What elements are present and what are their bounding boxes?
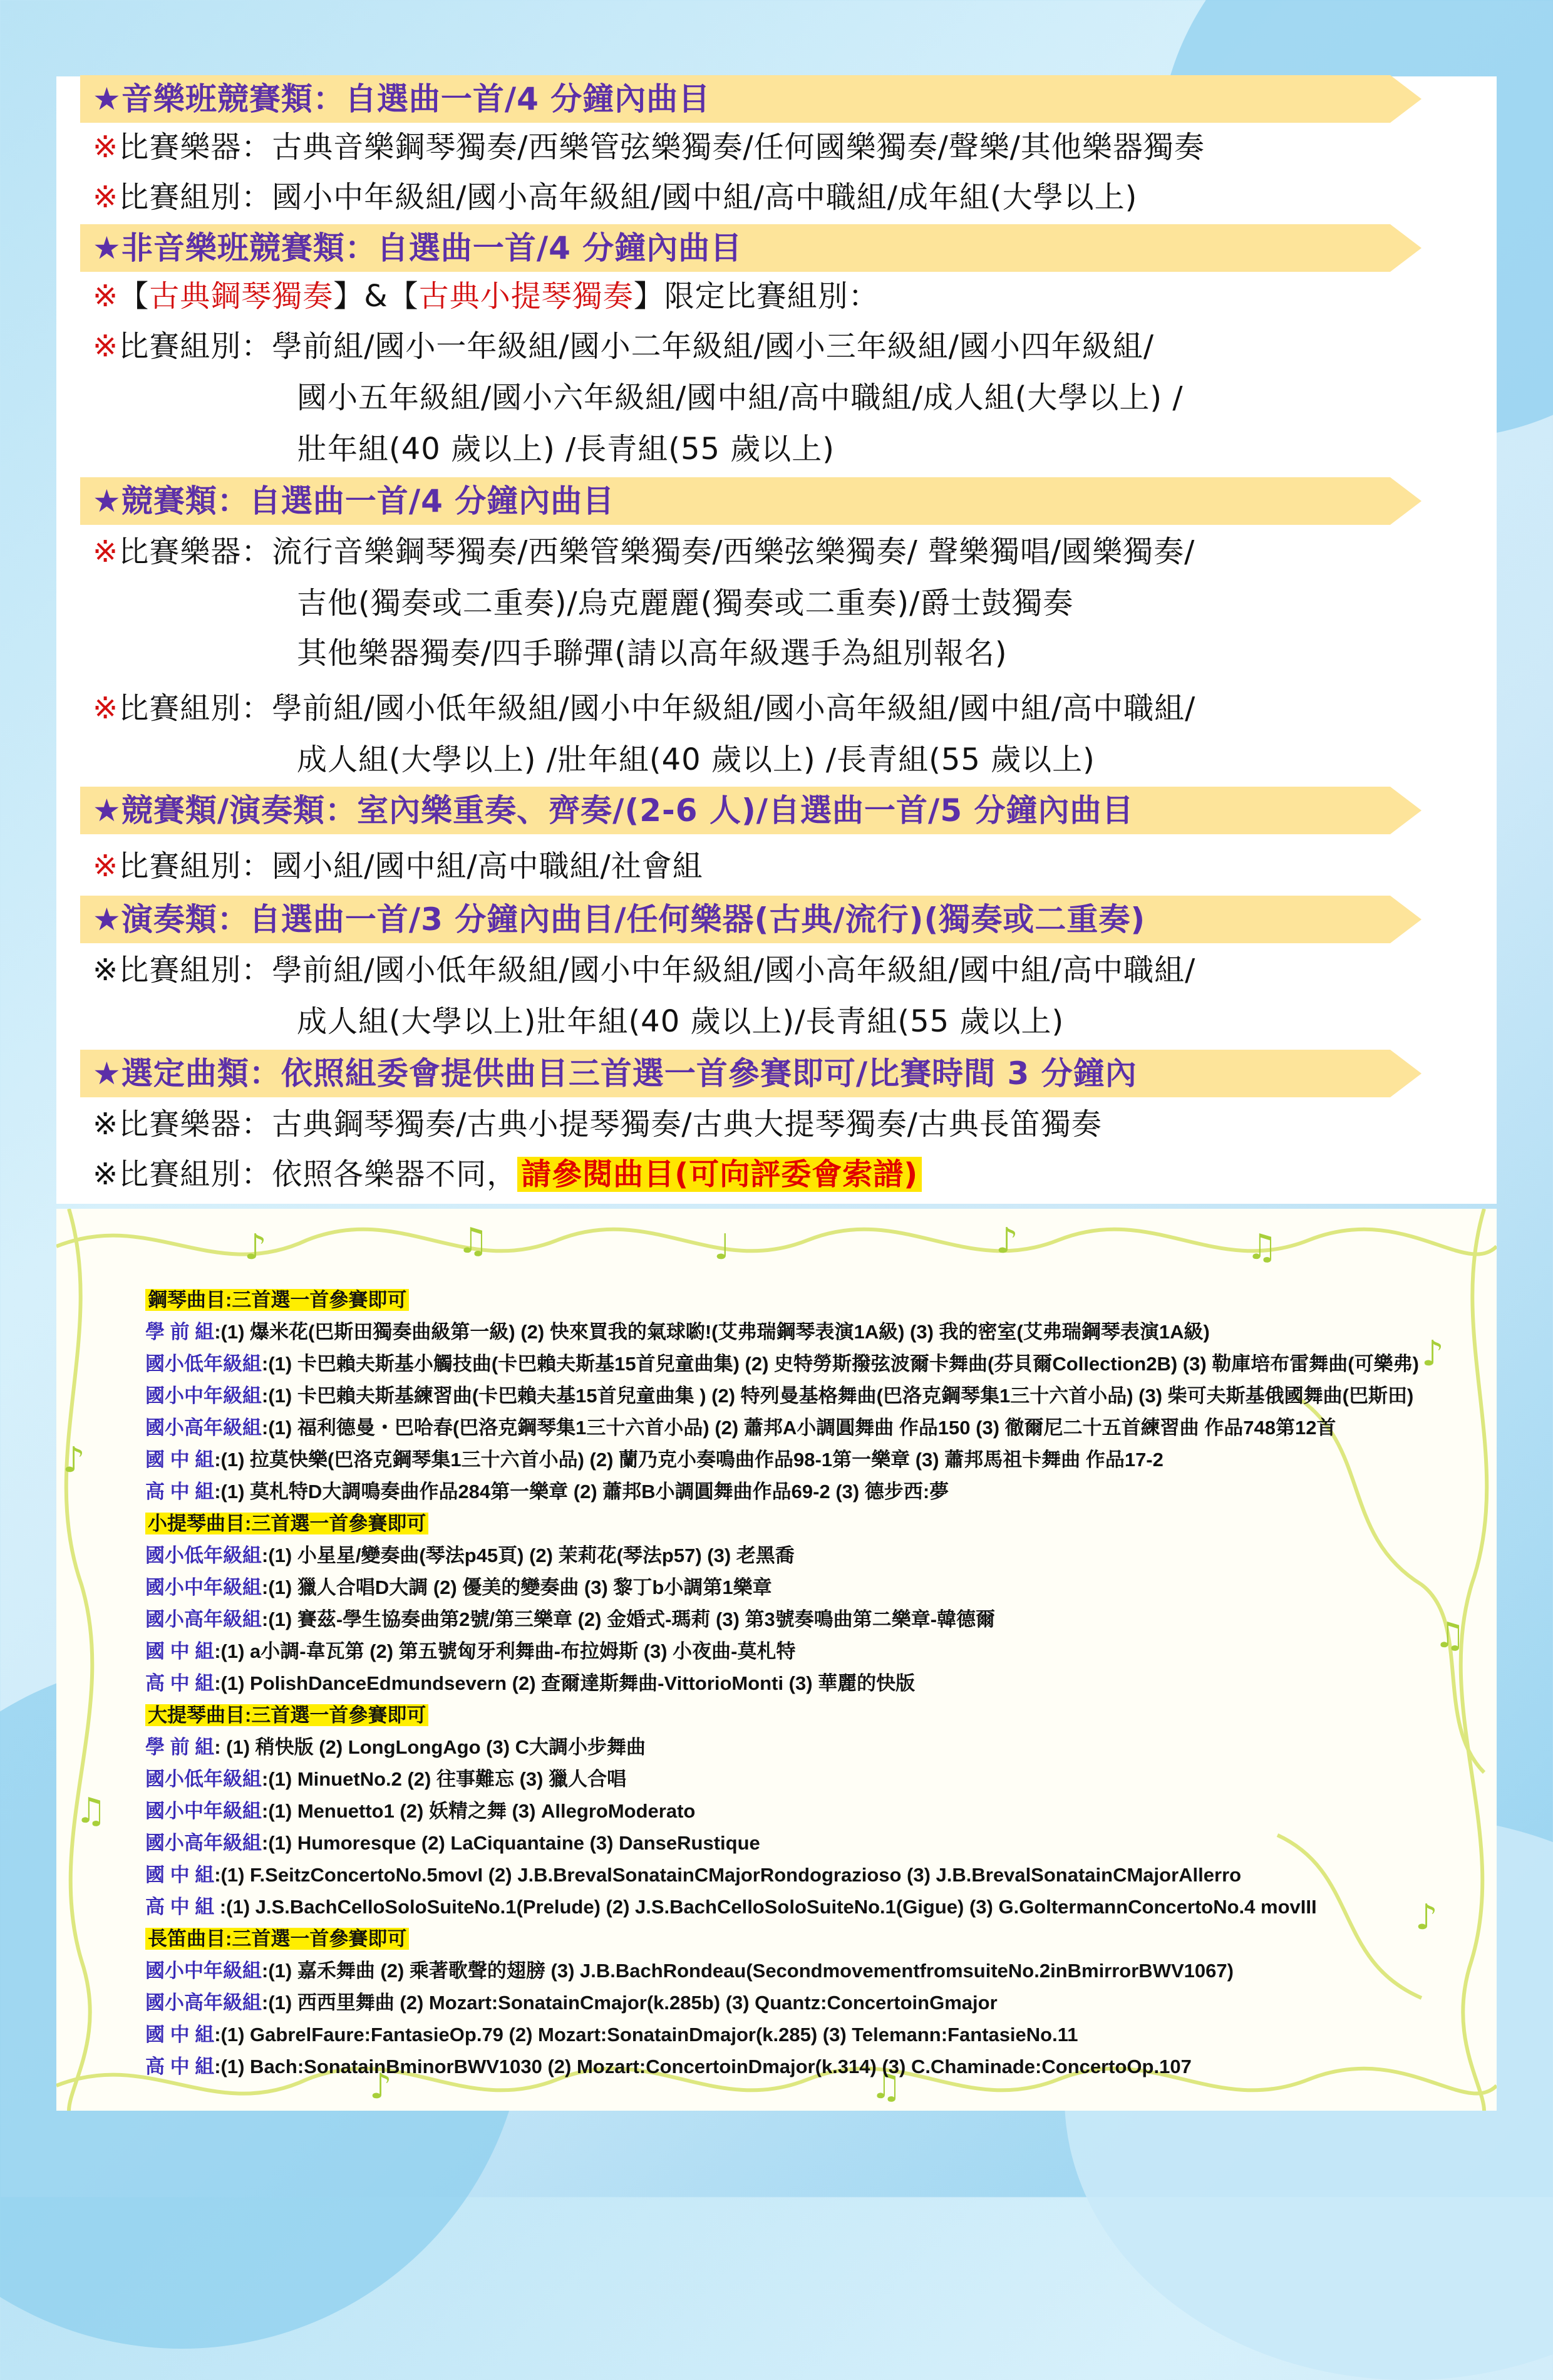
text-segment: 比賽組別：	[118, 849, 272, 884]
text-segment: 比賽組別：	[118, 1157, 272, 1192]
text-segment: 古典音樂鋼琴獨奏/西樂管弦樂獨奏/任何國樂獨奏/聲樂/其他樂器獨奏	[272, 130, 1205, 165]
text-segment: ※	[93, 180, 119, 215]
section-heading: ★非音樂班競賽類：自選曲一首/4 分鐘內曲目	[93, 230, 743, 266]
text-segment: 比賽組別：	[118, 691, 272, 726]
svg-text:♪: ♪	[996, 1221, 1018, 1261]
text-segment: 學 前 組	[145, 1321, 215, 1343]
text-segment: :(1) Humoresque (2) LaCiquantaine (3) DanseRustique	[262, 1832, 760, 1854]
text-segment: :(1) MinuetNo.2 (2) 往事難忘 (3) 獵人合唱	[262, 1768, 627, 1790]
text-segment: 國小組/國中組/高中職組/社會組	[272, 849, 703, 884]
text-segment: 國小高年級組	[145, 1992, 262, 2014]
text-segment: 學前組/國小低年級組/國小中年級組/國小高年級組/國中組/高中職組/	[272, 691, 1196, 726]
text-segment: 學 前 組	[145, 1736, 215, 1758]
list-item	[145, 1795, 1419, 1827]
svg-text:♪: ♪	[244, 1227, 267, 1268]
text-segment: ※	[93, 534, 119, 569]
text-segment: 比賽組別：	[118, 953, 272, 988]
svg-text:♪: ♪	[1421, 1333, 1444, 1374]
list-item	[145, 1891, 1419, 1923]
text-segment: ※	[93, 691, 119, 726]
text-segment: ※	[93, 279, 119, 314]
text-segment: :(1) J.S.BachCelloSoloSuiteNo.1(Prelude) (2) J.S.BachCelloSoloSuiteNo.1(Gigue) (3) G.GoltermannConcertoNo.4 movIII	[214, 1896, 1317, 1918]
rule-line-continued: 成人組(大學以上) /壯年組(40 歲以上) /長青組(55 歲以上)	[297, 742, 1095, 777]
list-item	[145, 1635, 1419, 1667]
text-segment: 國 中 組	[145, 1449, 215, 1471]
repertoire-section-title	[145, 1508, 1419, 1539]
text-segment: :(1) 卡巴賴夫斯基練習曲(卡巴賴夫基15首兒童曲集 ) (2) 特列曼基格舞曲(巴洛克鋼琴集1三十六首小品) (3) 柴可夫斯基俄國舞曲(巴斯田)	[262, 1385, 1414, 1407]
list-item	[145, 1412, 1419, 1444]
text-segment: 國小高年級組	[145, 1832, 262, 1854]
text-segment: :(1) 西西里舞曲 (2) Mozart:SonatainCmajor(k.285b) (3) Quantz:ConcertoinGmajor	[262, 1992, 998, 2014]
rule-line-continued: 成人組(大學以上)壯年組(40 歲以上)/長青組(55 歲以上)	[297, 1004, 1065, 1039]
text-segment: 高 中 組	[145, 1672, 215, 1694]
text-segment: :(1) 福利德曼・巴哈春(巴洛克鋼琴集1三十六首小品) (2) 蕭邦A小調圓舞曲 作品150 (3) 徹爾尼二十五首練習曲 作品748第12首	[262, 1417, 1336, 1439]
text-segment: 國小中年級組	[145, 1385, 262, 1407]
text-segment: 比賽樂器：	[118, 534, 272, 569]
text-segment: 流行音樂鋼琴獨奏/西樂管樂獨奏/西樂弦樂獨奏/ 聲樂獨唱/國樂獨奏/	[272, 534, 1195, 569]
text-segment: : (1) 稍快版 (2) LongLongAgo (3) C大調小步舞曲	[214, 1736, 646, 1758]
text-segment: :(1) 賽茲-學生協奏曲第2號/第三樂章 (2) 金婚式-瑪莉 (3) 第3號奏鳴曲第二樂章-韓德爾	[262, 1608, 996, 1630]
section-heading: ★競賽類/演奏類：室內樂重奏、齊奏/(2-6 人)/自選曲一首/5 分鐘內曲目	[93, 792, 1134, 829]
text-segment: 學前組/國小低年級組/國小中年級組/國小高年級組/國中組/高中職組/	[272, 953, 1196, 988]
text-segment: 國小中年級組	[145, 1576, 262, 1598]
rule-line	[93, 127, 1205, 168]
svg-text:♫: ♫	[1434, 1615, 1466, 1656]
text-segment: :(1) 莫札特D大調鳴奏曲作品284第一樂章 (2) 蕭邦B小調圓舞曲作品69-2 (3) 德步西:夢	[214, 1481, 949, 1503]
text-segment: 國小高年級組	[145, 1608, 262, 1630]
rule-line	[93, 177, 1137, 218]
text-segment: :(1) a小調-韋瓦第 (2) 第五號匈牙利舞曲-布拉姆斯 (3) 小夜曲-莫札特	[214, 1640, 796, 1662]
list-item	[145, 1571, 1419, 1603]
svg-text:♫: ♫	[75, 1791, 107, 1831]
rule-line	[93, 949, 1195, 991]
text-segment: 小提琴曲目:三首選一首參賽即可	[145, 1513, 428, 1534]
text-segment: :(1) Menuetto1 (2) 妖精之舞 (3) AllegroModerato	[262, 1800, 696, 1822]
list-item	[145, 1955, 1419, 1987]
text-segment: 國 中 組	[145, 1864, 215, 1886]
rule-line-continued: 國小五年級組/國小六年級組/國中組/高中職組/成人組(大學以上) /	[297, 380, 1184, 415]
text-segment: 國小中年級組/國小高年級組/國中組/高中職組/成年組(大學以上)	[272, 180, 1138, 215]
text-segment: 高 中 組	[145, 1896, 215, 1918]
svg-text:♫: ♫	[870, 2066, 902, 2107]
text-segment: :(1) 獵人合唱D大調 (2) 優美的變奏曲 (3) 黎丁b小調第1樂章	[262, 1576, 772, 1598]
text-segment: :(1) Bach:SonatainBminorBWV1030 (2) Mozart:ConcertoinDmajor(k.314) (3) C.Chaminade:ConcertoOp.107	[214, 2056, 1192, 2077]
text-segment: 古典小提琴獨奏	[418, 279, 634, 314]
svg-text:♫: ♫	[1246, 1227, 1278, 1268]
list-item	[145, 1859, 1419, 1891]
text-segment: 【	[118, 279, 150, 314]
text-segment: :(1) F.SeitzConcertoNo.5movI (2) J.B.BrevalSonatainCMajorRondograzioso (3) J.B.BrevalSonatainCMajorAllerro	[214, 1864, 1242, 1886]
text-segment: 依照各樂器不同，	[272, 1157, 518, 1192]
list-item	[145, 1380, 1419, 1412]
rule-line-continued: 壯年組(40 歲以上) /長青組(55 歲以上)	[297, 432, 835, 467]
text-segment: :(1) PolishDanceEdmundsevern (2) 查爾達斯舞曲-VittorioMonti (3) 華麗的快版	[214, 1672, 916, 1694]
list-item	[145, 2051, 1419, 2082]
text-segment: 比賽組別：	[118, 329, 272, 364]
rule-line	[93, 688, 1195, 729]
repertoire-section-title	[145, 1923, 1419, 1955]
section-heading: ★選定曲類：依照組委會提供曲目三首選一首參賽即可/比賽時間 3 分鐘內	[93, 1055, 1137, 1092]
text-segment: :(1) 嘉禾舞曲 (2) 乘著歌聲的翅膀 (3) J.B.BachRondeau(SecondmovementfromsuiteNo.2inBmirrorBWV1067)	[262, 1960, 1234, 1982]
text-segment: 長笛曲目:三首選一首參賽即可	[145, 1928, 409, 1950]
text-segment: 比賽組別：	[118, 180, 272, 215]
text-segment: 國小高年級組	[145, 1417, 262, 1439]
text-segment: :(1) 拉莫快樂(巴洛克鋼琴集1三十六首小品) (2) 蘭乃克小奏鳴曲作品98-1第一樂章 (3) 蕭邦馬祖卡舞曲 作品17-2	[214, 1449, 1163, 1471]
svg-text:♪: ♪	[369, 2066, 392, 2107]
rule-line	[93, 326, 1154, 367]
text-segment: :(1) GabrelFaure:FantasieOp.79 (2) Mozart:SonatainDmajor(k.285) (3) Telemann:FantasieNo.11	[214, 2024, 1078, 2046]
text-segment: 國小中年級組	[145, 1800, 262, 1822]
text-segment: 國 中 組	[145, 1640, 215, 1662]
text-segment: ※	[93, 953, 119, 988]
text-segment: 國小低年級組	[145, 1768, 262, 1790]
list-item	[145, 1603, 1419, 1635]
svg-text:♪: ♪	[1415, 1897, 1438, 1938]
list-item	[145, 1444, 1419, 1476]
text-segment: 學前組/國小一年級組/國小二年級組/國小三年級組/國小四年級組/	[272, 329, 1155, 364]
text-segment: ※	[93, 1107, 119, 1142]
text-segment: 古典鋼琴獨奏/古典小提琴獨奏/古典大提琴獨奏/古典長笛獨奏	[272, 1107, 1102, 1142]
list-item	[145, 1348, 1419, 1380]
text-segment: 】限定比賽組別：	[633, 279, 879, 314]
text-segment: :(1) 爆米花(巴斯田獨奏曲級第一級) (2) 快來買我的氣球喲!(艾弗瑞鋼琴表演1A級) (3) 我的密室(艾弗瑞鋼琴表演1A級)	[214, 1321, 1210, 1343]
list-item	[145, 1476, 1419, 1508]
text-segment: 比賽樂器：	[118, 130, 272, 165]
repertoire-list	[145, 1284, 1419, 2082]
text-segment: 鋼琴曲目:三首選一首參賽即可	[145, 1289, 409, 1311]
list-item	[145, 2019, 1419, 2051]
text-segment: 】&【	[333, 279, 419, 314]
rule-line	[93, 276, 879, 317]
text-segment: 國小中年級組	[145, 1960, 262, 1982]
text-segment: 國小低年級組	[145, 1544, 262, 1566]
list-item	[145, 1827, 1419, 1859]
list-item	[145, 1316, 1419, 1348]
svg-text:♩: ♩	[714, 1227, 731, 1268]
text-segment: 國 中 組	[145, 2024, 215, 2046]
rule-line-continued: 其他樂器獨奏/四手聯彈(請以高年級選手為組別報名)	[297, 636, 1008, 671]
list-item	[145, 1763, 1419, 1795]
section-heading: ★演奏類：自選曲一首/3 分鐘內曲目/任何樂器(古典/流行)(獨奏或二重奏)	[93, 901, 1146, 938]
list-item	[145, 1987, 1419, 2019]
text-segment: 大提琴曲目:三首選一首參賽即可	[145, 1704, 428, 1726]
text-segment: ※	[93, 130, 119, 165]
list-item	[145, 1667, 1419, 1699]
rule-line	[93, 1154, 922, 1195]
text-segment: 國小低年級組	[145, 1353, 262, 1375]
rule-line	[93, 531, 1195, 572]
list-item	[145, 1731, 1419, 1763]
text-segment: 高 中 組	[145, 1481, 215, 1503]
text-segment: ※	[93, 1157, 119, 1192]
text-segment: :(1) 卡巴賴夫斯基小觸技曲(卡巴賴夫斯基15首兒童曲集) (2) 史特勞斯撥弦波爾卡舞曲(芬貝爾Collection2B) (3) 勒庫培布雷舞曲(可樂弗)	[262, 1353, 1419, 1375]
svg-text:♪: ♪	[63, 1440, 85, 1481]
text-segment: :(1) 小星星/變奏曲(琴法p45頁) (2) 茉莉花(琴法p57) (3) 老黑喬	[262, 1544, 795, 1566]
section-heading: ★音樂班競賽類：自選曲一首/4 分鐘內曲目	[93, 81, 711, 117]
repertoire-section-title	[145, 1284, 1419, 1316]
rule-line-continued: 吉他(獨奏或二重奏)/烏克麗麗(獨奏或二重奏)/爵士鼓獨奏	[297, 586, 1074, 621]
svg-text:♫: ♫	[457, 1221, 489, 1261]
text-segment: 高 中 組	[145, 2056, 215, 2077]
rule-line	[93, 846, 703, 887]
section-heading: ★競賽類：自選曲一首/4 分鐘內曲目	[93, 483, 615, 519]
text-segment: ※	[93, 849, 119, 884]
text-segment: 比賽樂器：	[118, 1107, 272, 1142]
text-segment: 古典鋼琴獨奏	[149, 279, 334, 314]
list-item	[145, 1539, 1419, 1571]
highlight-note: 請參閱曲目(可向評委會索譜)	[517, 1157, 922, 1192]
rule-line	[93, 1104, 1102, 1145]
repertoire-section-title	[145, 1699, 1419, 1731]
text-segment: ※	[93, 329, 119, 364]
